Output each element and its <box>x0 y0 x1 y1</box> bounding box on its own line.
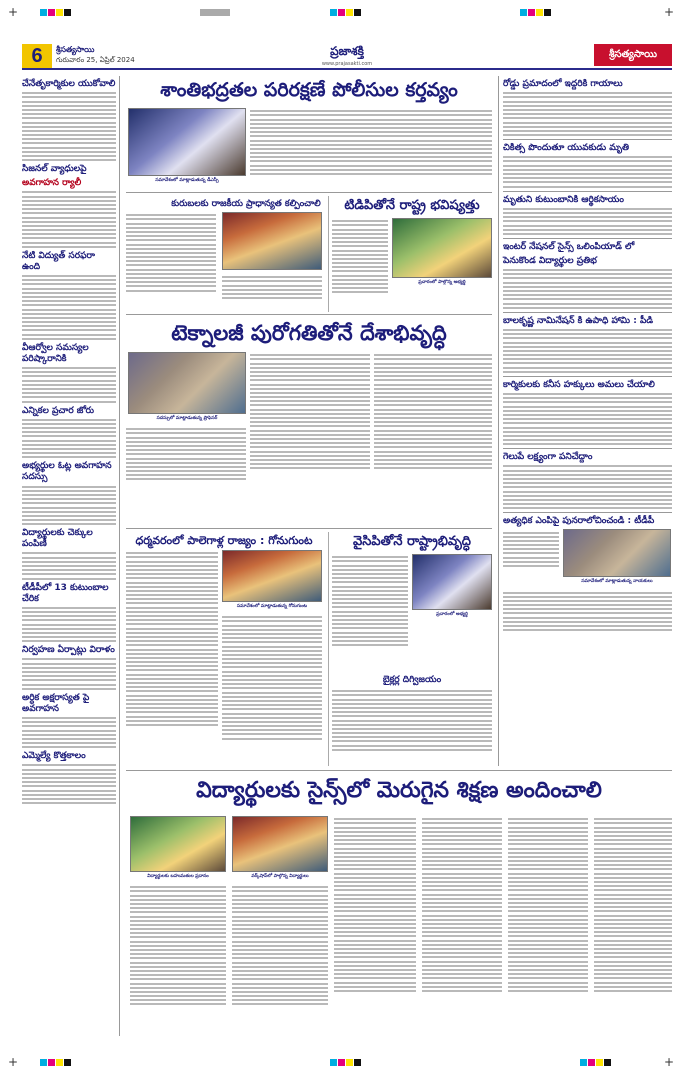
photo-caption: విద్యార్థులకు బహుమతుల ప్రదానం <box>147 874 209 879</box>
color-swatch <box>528 9 535 16</box>
news-headline: బాలకృష్ణ నామినేషన్ కి ఉపాధి హామి : పీడి <box>503 315 654 326</box>
news-photo <box>232 816 328 872</box>
article-body <box>22 607 116 643</box>
article-body <box>22 717 116 748</box>
news-headline: చేనేతృకార్మికుల యుకోవాలి <box>22 79 116 89</box>
article-body <box>332 688 492 764</box>
news-headline: గెలుపే లక్ష్యంగా పనిచేద్దాం <box>503 452 593 463</box>
crosshair-mark-icon: + <box>8 1055 19 1069</box>
color-swatch <box>40 9 47 16</box>
news-photo <box>222 212 322 270</box>
color-swatch <box>588 1059 595 1066</box>
registration-bar-bottom <box>0 1056 686 1070</box>
crosshair-mark-icon: + <box>664 1055 675 1069</box>
article-body <box>22 92 116 161</box>
article-body <box>503 329 672 373</box>
news-photo <box>392 218 492 278</box>
photo-caption: వర్క్‌షాప్‌లో పాల్గొన్న విద్యార్థులు <box>251 874 309 879</box>
main-headline: టెక్నాలజీ పురోగతితోనే దేశాభివృద్ధి <box>171 321 447 345</box>
news-headline: ధర్మవరంలో పాలెగాళ్ల రాజ్యం : గోనుగుంట <box>135 534 313 547</box>
news-headline: ఎమ్మెల్యే కొత్తకాలం <box>22 751 86 762</box>
article-body <box>22 764 116 804</box>
photo-caption: ప్రచారంలో అభ్యర్థి <box>436 612 468 617</box>
color-swatch <box>48 1059 55 1066</box>
article-body <box>503 269 672 309</box>
news-headline: ఎన్నికల ప్రచార జోరు <box>22 405 95 416</box>
color-swatch <box>580 1059 587 1066</box>
news-headline: అత్యధిక ఎంపిపై పునరాలోచించండి : టీడీపీ <box>503 516 655 527</box>
divider <box>503 139 672 140</box>
divider <box>126 770 672 771</box>
article-body <box>503 92 672 136</box>
divider <box>503 376 672 377</box>
article-body <box>250 352 370 492</box>
issue-date: గురువారం 25, ఏప్రిల్ 2024 <box>56 56 135 64</box>
divider <box>328 532 329 766</box>
news-headline: చికిత్స పొందుతూ యువకుడు మృతి <box>503 143 630 154</box>
article-body <box>22 419 116 459</box>
news-headline: రోడ్డు ప్రమాదంలో ఇద్దరికి గాయాలు <box>503 79 623 89</box>
middle-column <box>126 76 492 766</box>
divider <box>503 238 672 239</box>
color-swatch <box>338 9 345 16</box>
color-swatch <box>354 1059 361 1066</box>
photo-caption: ప్రచారంలో పాల్గొన్న అభ్యర్థి <box>418 280 466 285</box>
photo-caption: సమావేశంలో మాట్లాడుతున్న గోనుగుంట <box>236 604 308 609</box>
article-body <box>250 108 492 188</box>
gray-swatch <box>200 9 230 16</box>
news-photo <box>412 554 492 610</box>
news-headline: మృతుని కుటుంబానికి ఆర్థికసాయం <box>503 194 624 205</box>
news-photo <box>128 108 246 176</box>
color-swatch <box>346 1059 353 1066</box>
article-body <box>222 614 322 764</box>
divider <box>503 312 672 313</box>
crosshair-mark-icon: + <box>8 5 19 19</box>
divider <box>503 512 672 513</box>
news-photo <box>563 529 671 577</box>
news-headline: విద్యార్థులకు చెక్కుల పంపిణీ <box>22 528 93 550</box>
news-headline: టిడిపితోనే రాష్ట్ర భవిష్యత్తు <box>344 198 480 213</box>
news-headline: అవగాహన ర్యాలీ <box>22 178 82 189</box>
color-swatch <box>56 1059 63 1066</box>
page-number: 6 <box>22 44 52 68</box>
article-body <box>126 550 218 764</box>
article-body <box>22 275 116 340</box>
news-photo <box>222 550 322 602</box>
article-body <box>232 884 328 1034</box>
main-headline: శాంతిభద్రతల పరిరక్షణే పోలీసుల కర్తవ్యం <box>160 79 458 101</box>
divider <box>126 314 492 315</box>
news-headline: ఇంటర్ నేషనల్ సైన్స్ ఒలింపియాడ్ లో <box>503 241 635 252</box>
article-body <box>503 592 672 632</box>
article-body <box>334 816 416 1034</box>
color-swatch <box>48 9 55 16</box>
news-photo <box>128 352 246 414</box>
district-brand-box: శ్రీసత్యసాయి <box>594 44 672 66</box>
color-swatch <box>64 9 71 16</box>
article-body <box>22 658 116 689</box>
divider <box>503 448 672 449</box>
divider <box>126 528 492 529</box>
color-swatch <box>604 1059 611 1066</box>
article-body <box>22 367 116 403</box>
article-body <box>130 884 226 1034</box>
color-swatch <box>64 1059 71 1066</box>
article-body <box>22 552 116 579</box>
color-swatch <box>520 9 527 16</box>
news-headline: వైసిపితోనే రాష్ట్రాభివృద్ధి <box>353 534 471 549</box>
color-swatch <box>354 9 361 16</box>
photo-caption: సమావేశంలో మాట్లాడుతున్న డీఎస్పీ <box>155 178 219 183</box>
news-photo <box>130 816 226 872</box>
article-body <box>503 465 672 509</box>
news-headline: నిర్వహణ ఏర్పాట్లు విరాళం <box>22 645 115 656</box>
crosshair-mark-icon: + <box>664 5 675 19</box>
article-body <box>508 816 588 1034</box>
section-name: శ్రీసత్యసాయి <box>56 45 95 54</box>
main-headline: విద్యార్థులకు సైన్స్‌లో మెరుగైన శిక్షణ అందించాలి <box>196 778 602 803</box>
article-body <box>126 212 216 308</box>
article-body <box>503 529 559 569</box>
article-body <box>503 156 672 187</box>
news-headline: అర్ధిక అక్షరాస్యత పై అవగాహన <box>22 692 90 714</box>
color-swatch <box>536 9 543 16</box>
color-swatch <box>544 9 551 16</box>
color-swatch <box>56 9 63 16</box>
color-swatch <box>346 9 353 16</box>
photo-caption: సదస్సులో మాట్లాడుతున్న ప్రొఫెసర్ <box>156 416 218 421</box>
photo-caption: సమావేశంలో మాట్లాడుతున్న నాయకులు <box>581 579 653 585</box>
article-body <box>222 274 322 308</box>
news-headline: కురుబలకు రాజకీయ ప్రాధాన్యత కల్పించాలి <box>171 199 321 209</box>
article-body <box>503 393 672 445</box>
article-body <box>594 816 672 1034</box>
color-swatch <box>596 1059 603 1066</box>
article-body <box>22 486 116 526</box>
registration-bar-top <box>0 6 686 20</box>
left-column <box>22 76 120 1036</box>
divider <box>126 192 492 193</box>
news-headline: సిజనల్ వ్యాధులపై <box>22 164 87 175</box>
article-body <box>422 816 502 1034</box>
logo-text: ప్రజాశక్తి <box>330 44 364 58</box>
color-swatch <box>338 1059 345 1066</box>
color-swatch <box>330 1059 337 1066</box>
newspaper-logo <box>312 44 382 68</box>
divider <box>503 191 672 192</box>
article-body <box>503 208 672 235</box>
news-headline: నేటి విద్యుత్ సరఫరా ఉంది <box>22 250 95 272</box>
article-body <box>126 426 246 492</box>
photo-wrap <box>503 529 672 589</box>
news-headline: అభ్యర్థుల ఓట్ల అవగాహన సదస్సు <box>22 461 112 483</box>
masthead <box>22 44 672 70</box>
article-body <box>374 352 492 492</box>
divider <box>328 196 329 312</box>
news-headline: పెనుకొండ విద్యార్థుల ప్రతిభ <box>503 255 597 266</box>
article-body <box>22 191 116 247</box>
news-headline: బైక్లర్ల దిగ్విజయం <box>382 675 442 685</box>
color-swatch <box>40 1059 47 1066</box>
color-swatch <box>330 9 337 16</box>
article-body <box>332 554 408 666</box>
news-headline: కార్మికులకు కనీస హక్కులు అమలు చేయాలి <box>503 379 655 390</box>
right-column <box>498 76 672 766</box>
logo-url: www.prajasakti.com <box>321 61 373 67</box>
news-headline: వీఆర్వోల సమస్యల పరిష్కారానికి <box>22 342 89 364</box>
bottom-story <box>126 770 672 1040</box>
article-body <box>332 218 388 312</box>
news-headline: టీడీపీలో 13 కుటుంబాల చేరిక <box>22 582 109 604</box>
